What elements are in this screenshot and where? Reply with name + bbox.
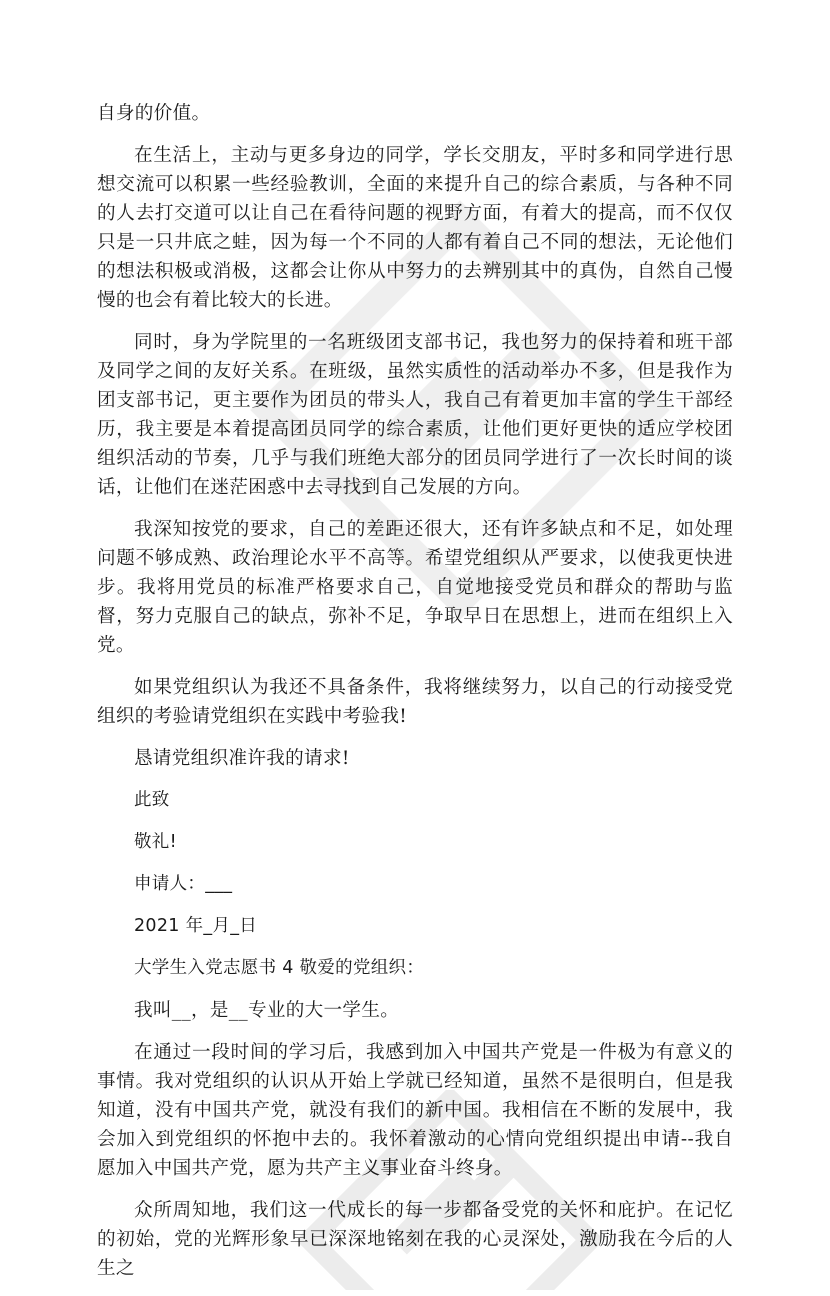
document-page bbox=[97, 99, 733, 1296]
paragraph-study-understanding: 在通过一段时间的学习后，我感到加入中国共产党是一件极为有意义的事情。我对党组织的认识从开始上学就已经知道，虽然不是很明白，但是我知道，没有中国共产党，就没有我们的新中国。我相信在不断的发展中，我会加入到党组织的怀抱中去的。我怀着激动的心情向党组织提出申请--我自愿加入中国共产党，愿为共产主义事业奋斗终身。 bbox=[97, 1042, 733, 1179]
paragraph-generation-growth: 众所周知地，我们这一代成长的每一步都备受党的关怀和庇护。在记忆的初始，党的光辉形象早已深深地铭刻在我的心灵深处，激励我在今后的人生之 bbox=[97, 1200, 733, 1279]
salutation-jingli: 敬礼! bbox=[134, 832, 177, 852]
paragraph-self-value: 自身的价值。 bbox=[97, 103, 211, 124]
paragraph-league-secretary: 同时，身为学院里的一名班级团支部书记，我也努力的保持着和班干部及同学之间的友好关系。在班级，虽然实质性的活动举办不多，但是我作为团支部书记，更主要作为团员的带头人，我自己有着更加丰富的学生干部经历，我主要是本着提高团员同学的综合素质，让他们更好更快的适应学校团组织活动的节奏，几乎与我们班绝大部分的团员同学进行了一次长时间的谈话，让他们在迷茫困惑中去寻找到自己发展的方向。 bbox=[97, 332, 733, 498]
date-line: 2021 年_月_日 bbox=[134, 916, 258, 936]
paragraph-introduction: 我叫__，是__专业的大一学生。 bbox=[134, 1000, 400, 1021]
paragraph-request: 恳请党组织准许我的请求! bbox=[134, 748, 350, 769]
paragraph-continue-effort: 如果党组织认为我还不具备条件，我将继续努力，以自己的行动接受党组织的考验请党组织在实践中考验我! bbox=[97, 677, 733, 727]
section-heading-letter-4: 大学生入党志愿书 4 敬爱的党组织： bbox=[134, 958, 425, 978]
salutation-cizhi: 此致 bbox=[134, 790, 170, 810]
applicant-signature: 申请人：___ bbox=[134, 874, 233, 894]
paragraph-shortcomings: 我深知按党的要求，自己的差距还很大，还有许多缺点和不足，如处理问题不够成熟、政治理论水平不高等。希望党组织从严要求，以使我更快进步。我将用党员的标准严格要求自己，自觉地接受党员和群众的帮助与监督，努力克服自己的缺点，弥补不足，争取早日在思想上，进而在组织上入党。 bbox=[97, 519, 733, 656]
paragraph-life: 在生活上，主动与更多身边的同学，学长交朋友，平时多和同学进行思想交流可以积累一些经验教训，全面的来提升自己的综合素质，与各种不同的人去打交道可以让自己在看待问题的视野方面，有着大的提高，而不仅仅只是一只井底之蛙，因为每一个不同的人都有着自己不同的想法，无论他们的想法积极或消极，这都会让你从中努力的去辨别其中的真伪，自然自己慢慢的也会有着比较大的长进。 bbox=[97, 145, 733, 311]
